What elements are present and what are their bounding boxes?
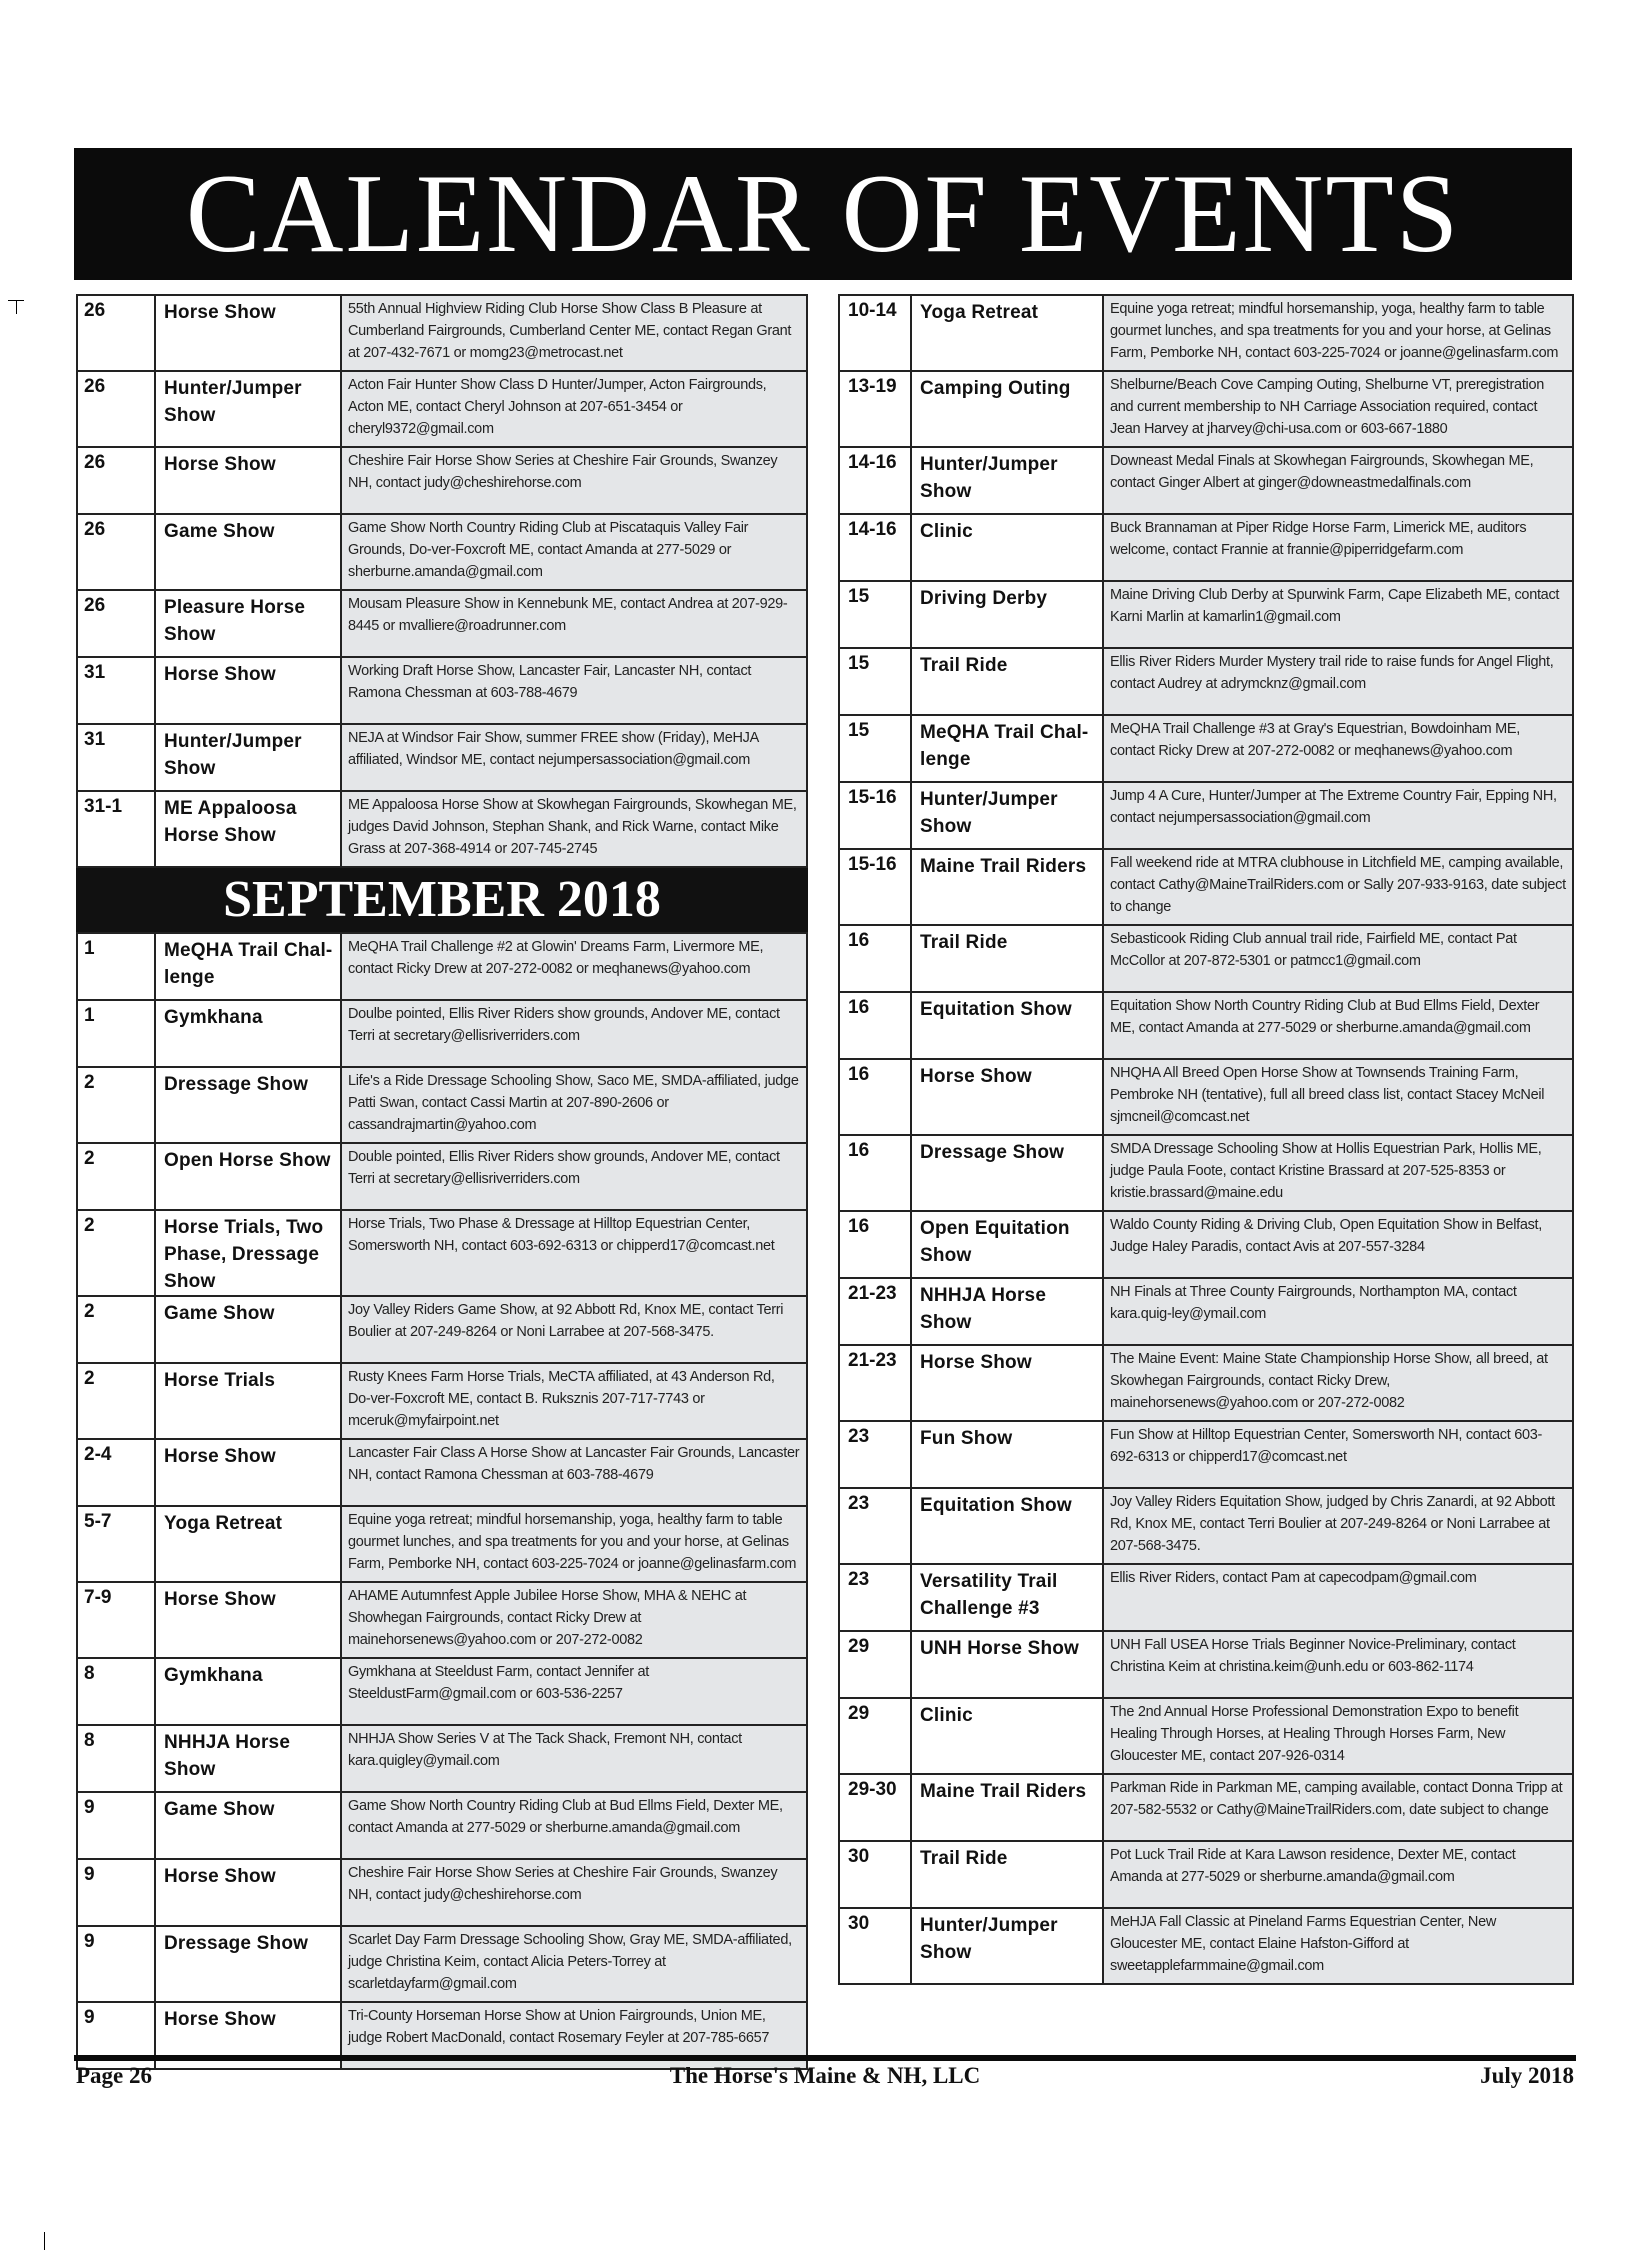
event-date: 29	[839, 1631, 911, 1698]
event-description: Buck Brannaman at Piper Ridge Horse Farm, Limerick ME, auditors welcome, contact Frannie at frannie@piperridgefarm.com	[1103, 514, 1573, 581]
crop-mark	[8, 300, 24, 314]
event-date: 30	[839, 1841, 911, 1908]
event-date: 23	[839, 1488, 911, 1564]
event-row	[77, 1143, 807, 1210]
event-date: 2	[77, 1067, 155, 1143]
event-description: Equine yoga retreat; mindful horsemanship, yoga, healthy farm to table gourmet lunches, and spa treatments for you and your horse, at Gelinas Farm, Pemborke NH, contact 603-225-7024 or joanne@gelinasfarm.com	[341, 1506, 807, 1582]
event-date: 7-9	[77, 1582, 155, 1658]
event-description: Cheshire Fair Horse Show Series at Cheshire Fair Grounds, Swanzey NH, contact judy@cheshirehorse.com	[341, 1859, 807, 1926]
event-date: 16	[839, 1211, 911, 1278]
event-row	[839, 295, 1573, 371]
crop-mark	[44, 2232, 45, 2250]
event-type: Clinic	[911, 514, 1103, 581]
event-type: Hunter/Jumper Show	[911, 1908, 1103, 1984]
event-date: 29-30	[839, 1774, 911, 1841]
event-date: 2	[77, 1210, 155, 1296]
event-description: NHHJA Show Series V at The Tack Shack, Fremont NH, contact kara.quigley@ymail.com	[341, 1725, 807, 1792]
event-date: 15	[839, 581, 911, 648]
event-row	[77, 657, 807, 724]
event-type: ME Appaloosa Horse Show	[155, 791, 341, 867]
event-row	[839, 925, 1573, 992]
event-description: Sebasticook Riding Club annual trail ride, Fairfield ME, contact Pat McCollor at 207-872-5301 or patmcc1@gmail.com	[1103, 925, 1573, 992]
event-row	[839, 1698, 1573, 1774]
event-row	[839, 1908, 1573, 1984]
event-date: 31	[77, 724, 155, 791]
event-description: NHQHA All Breed Open Horse Show at Townsends Training Farm, Pembroke NH (tentative), full all breed class list, contact Stacey McNeil sjmcneil@comcast.net	[1103, 1059, 1573, 1135]
event-row	[839, 992, 1573, 1059]
event-date: 26	[77, 295, 155, 371]
event-date: 14-16	[839, 447, 911, 514]
event-description: NH Finals at Three County Fairgrounds, Northampton MA, contact kara.quig-ley@ymail.com	[1103, 1278, 1573, 1345]
event-type: Gymkhana	[155, 1000, 341, 1067]
event-description: The Maine Event: Maine State Championship Horse Show, all breed, at Skowhegan Fairgrounds, contact Ricky Drew, mainehorsenews@yahoo.com or 207-272-0082	[1103, 1345, 1573, 1421]
event-row	[77, 295, 807, 371]
event-description: Mousam Pleasure Show in Kennebunk ME, contact Andrea at 207-929-8445 or mvalliere@roadrunner.com	[341, 590, 807, 657]
event-type: UNH Horse Show	[911, 1631, 1103, 1698]
left-column	[76, 294, 808, 2070]
event-description: Shelburne/Beach Cove Camping Outing, Shelburne VT, preregistration and current membership to NH Carriage Association required, contact Jean Harvey at jharvey@chi-usa.com or 603-667-1880	[1103, 371, 1573, 447]
event-date: 5-7	[77, 1506, 155, 1582]
event-date: 31-1	[77, 791, 155, 867]
event-description: Working Draft Horse Show, Lancaster Fair, Lancaster NH, contact Ramona Chessman at 603-788-4679	[341, 657, 807, 724]
event-date: 26	[77, 371, 155, 447]
event-description: ME Appaloosa Horse Show at Skowhegan Fairgrounds, Skowhegan ME, judges David Johnson, Stephan Shank, and Rick Warne, contact Mike Grass at 207-368-4914 or 207-745-2745	[341, 791, 807, 867]
event-row	[77, 791, 807, 867]
event-date: 1	[77, 933, 155, 1000]
event-date: 9	[77, 1859, 155, 1926]
event-row	[839, 648, 1573, 715]
event-row	[839, 1564, 1573, 1631]
event-description: Game Show North Country Riding Club at Bud Ellms Field, Dexter ME, contact Amanda at 277-5029 or sherburne.amanda@gmail.com	[341, 1792, 807, 1859]
event-row	[839, 715, 1573, 782]
event-type: Horse Show	[155, 295, 341, 371]
event-date: 2-4	[77, 1439, 155, 1506]
event-description: Tri-County Horseman Horse Show at Union Fairgrounds, Union ME, judge Robert MacDonald, contact Rosemary Feyler at 207-785-6657	[341, 2002, 807, 2069]
event-row	[77, 1210, 807, 1296]
page-title: CALENDAR OF EVENTS	[74, 148, 1572, 280]
event-type: Horse Show	[155, 1439, 341, 1506]
event-date: 1	[77, 1000, 155, 1067]
event-type: Horse Show	[155, 657, 341, 724]
event-type: Dressage Show	[911, 1135, 1103, 1211]
event-row	[839, 514, 1573, 581]
publication-name: The Horse's Maine & NH, LLC	[669, 2063, 981, 2088]
event-row	[77, 1000, 807, 1067]
event-date: 16	[839, 1059, 911, 1135]
event-description: Ellis River Riders, contact Pam at capecodpam@gmail.com	[1103, 1564, 1573, 1631]
event-row	[839, 1421, 1573, 1488]
event-description: MeQHA Trail Challenge #2 at Glowin' Dreams Farm, Livermore ME, contact Ricky Drew at 207-272-0082 or meqhanews@yahoo.com	[341, 933, 807, 1000]
event-type: Yoga Retreat	[155, 1506, 341, 1582]
event-type: Open Equitation Show	[911, 1211, 1103, 1278]
event-date: 31	[77, 657, 155, 724]
event-date: 15-16	[839, 849, 911, 925]
event-description: MeHJA Fall Classic at Pineland Farms Equestrian Center, New Gloucester ME, contact Elaine Hafston-Gifford at sweetapplefarmmaine@gmail.com	[1103, 1908, 1573, 1984]
event-description: Doulbe pointed, Ellis River Riders show grounds, Andover ME, contact Terri at secretary@ellisriverriders.com	[341, 1000, 807, 1067]
event-description: Rusty Knees Farm Horse Trials, MeCTA affiliated, at 43 Anderson Rd, Do-ver-Foxcroft ME, contact B. Ruksznis 207-717-7743 or mceruk@myfairpoint.net	[341, 1363, 807, 1439]
event-date: 26	[77, 514, 155, 590]
event-row	[77, 933, 807, 1000]
event-description: Horse Trials, Two Phase & Dressage at Hilltop Equestrian Center, Somersworth NH, contact 603-692-6313 or chipperd17@comcast.net	[341, 1210, 807, 1296]
event-type: Maine Trail Riders	[911, 849, 1103, 925]
event-description: Joy Valley Riders Equitation Show, judged by Chris Zanardi, at 92 Abbott Rd, Knox ME, contact Terri Boulier at 207-249-8264 or Noni Larrabee at 207-568-3475.	[1103, 1488, 1573, 1564]
event-type: Game Show	[155, 1792, 341, 1859]
event-description: Scarlet Day Farm Dressage Schooling Show, Gray ME, SMDA-affiliated, judge Christina Keim, contact Alicia Peters-Torrey at scarletdayfarm@gmail.com	[341, 1926, 807, 2002]
event-type: Hunter/Jumper Show	[911, 782, 1103, 849]
event-description: Lancaster Fair Class A Horse Show at Lancaster Fair Grounds, Lancaster NH, contact Ramona Chessman at 603-788-4679	[341, 1439, 807, 1506]
event-row	[77, 1859, 807, 1926]
event-type: Game Show	[155, 1296, 341, 1363]
event-type: Clinic	[911, 1698, 1103, 1774]
event-type: Horse Trials	[155, 1363, 341, 1439]
event-row	[839, 1278, 1573, 1345]
event-description: Equine yoga retreat; mindful horsemanship, yoga, healthy farm to table gourmet lunches, and spa treatments for you and your horse, at Gelinas Farm, Pemborke NH, contact 603-225-7024 or joanne@gelinasfarm.com	[1103, 295, 1573, 371]
event-date: 8	[77, 1725, 155, 1792]
event-row	[839, 1059, 1573, 1135]
event-row	[839, 1631, 1573, 1698]
event-type: Open Horse Show	[155, 1143, 341, 1210]
events-table-august	[76, 294, 808, 868]
event-description: Equitation Show North Country Riding Club at Bud Ellms Field, Dexter ME, contact Amanda at 277-5029 or sherburne.amanda@gmail.com	[1103, 992, 1573, 1059]
event-row	[839, 782, 1573, 849]
event-row	[77, 1067, 807, 1143]
event-description: Joy Valley Riders Game Show, at 92 Abbott Rd, Knox ME, contact Terri Boulier at 207-249-8264 or Noni Larrabee at 207-568-3475.	[341, 1296, 807, 1363]
issue-date: July 2018	[1480, 2063, 1574, 2088]
event-row	[77, 514, 807, 590]
event-type: Versatility Trail Challenge #3	[911, 1564, 1103, 1631]
event-date: 2	[77, 1143, 155, 1210]
events-table-september	[76, 932, 808, 2070]
event-date: 23	[839, 1564, 911, 1631]
event-description: Ellis River Riders Murder Mystery trail ride to raise funds for Angel Flight, contact Audrey at adrymcknz@gmail.com	[1103, 648, 1573, 715]
event-date: 13-19	[839, 371, 911, 447]
month-header: SEPTEMBER 2018	[76, 868, 808, 932]
event-type: Horse Show	[155, 447, 341, 514]
event-description: NEJA at Windsor Fair Show, summer FREE show (Friday), MeHJA affiliated, Windsor ME, contact nejumpersassociation@gmail.com	[341, 724, 807, 791]
event-row	[77, 1926, 807, 2002]
event-description: Fun Show at Hilltop Equestrian Center, Somersworth NH, contact 603-692-6313 or chipperd17@comcast.net	[1103, 1421, 1573, 1488]
event-type: Dressage Show	[155, 1926, 341, 2002]
event-row	[77, 1363, 807, 1439]
event-description: Fall weekend ride at MTRA clubhouse in Litchfield ME, camping available, contact Cathy@MaineTrailRiders.com or Sally 207-933-9163, date subject to change	[1103, 849, 1573, 925]
event-description: Life's a Ride Dressage Schooling Show, Saco ME, SMDA-affiliated, judge Patti Swan, contact Cassi Martin at 207-890-2606 or cassandrajmartin@yahoo.com	[341, 1067, 807, 1143]
event-description: Pot Luck Trail Ride at Kara Lawson residence, Dexter ME, contact Amanda at 277-5029 or sherburne.amanda@gmail.com	[1103, 1841, 1573, 1908]
event-row	[77, 1296, 807, 1363]
event-date: 26	[77, 447, 155, 514]
event-date: 9	[77, 2002, 155, 2069]
event-type: Maine Trail Riders	[911, 1774, 1103, 1841]
event-type: Hunter/Jumper Show	[911, 447, 1103, 514]
event-type: Trail Ride	[911, 925, 1103, 992]
event-row	[77, 371, 807, 447]
event-description: Double pointed, Ellis River Riders show grounds, Andover ME, contact Terri at secretary@ellisriverriders.com	[341, 1143, 807, 1210]
event-type: Horse Trials, Two Phase, Dressage Show	[155, 1210, 341, 1296]
event-description: SMDA Dressage Schooling Show at Hollis Equestrian Park, Hollis ME, judge Paula Foote, contact Kristine Brassard at 207-525-8353 or kristie.brassard@maine.edu	[1103, 1135, 1573, 1211]
event-description: Gymkhana at Steeldust Farm, contact Jennifer at SteeldustFarm@gmail.com or 603-536-2257	[341, 1658, 807, 1725]
event-type: Yoga Retreat	[911, 295, 1103, 371]
event-type: Camping Outing	[911, 371, 1103, 447]
event-type: Game Show	[155, 514, 341, 590]
event-type: Equitation Show	[911, 992, 1103, 1059]
event-date: 8	[77, 1658, 155, 1725]
event-description: Maine Driving Club Derby at Spurwink Farm, Cape Elizabeth ME, contact Karni Marlin at kamarlin1@gmail.com	[1103, 581, 1573, 648]
event-date: 9	[77, 1792, 155, 1859]
event-type: NHHJA Horse Show	[911, 1278, 1103, 1345]
event-row	[77, 590, 807, 657]
event-type: Hunter/Jumper Show	[155, 371, 341, 447]
event-row	[839, 447, 1573, 514]
event-date: 15-16	[839, 782, 911, 849]
event-row	[77, 1658, 807, 1725]
event-type: Fun Show	[911, 1421, 1103, 1488]
event-type: Dressage Show	[155, 1067, 341, 1143]
event-row	[839, 1211, 1573, 1278]
event-row	[839, 1345, 1573, 1421]
event-row	[77, 724, 807, 791]
event-date: 16	[839, 1135, 911, 1211]
event-type: MeQHA Trail Chal-lenge	[911, 715, 1103, 782]
event-type: Trail Ride	[911, 648, 1103, 715]
right-column	[838, 294, 1574, 1985]
event-row	[839, 371, 1573, 447]
event-row	[77, 1792, 807, 1859]
event-description: MeQHA Trail Challenge #3 at Gray's Equestrian, Bowdoinham ME, contact Ricky Drew at 207-272-0082 or meqhanews@yahoo.com	[1103, 715, 1573, 782]
event-row	[839, 1488, 1573, 1564]
event-description: AHAME Autumnfest Apple Jubilee Horse Show, MHA & NEHC at Showhegan Fairgrounds, contact Ricky Drew at mainehorsenews@yahoo.com or 207-272-0082	[341, 1582, 807, 1658]
event-description: Game Show North Country Riding Club at Piscataquis Valley Fair Grounds, Do-ver-Foxcroft ME, contact Amanda at 277-5029 or sherburne.amanda@gmail.com	[341, 514, 807, 590]
event-date: 9	[77, 1926, 155, 2002]
event-date: 15	[839, 648, 911, 715]
event-description: Downeast Medal Finals at Skowhegan Fairgrounds, Skowhegan ME, contact Ginger Albert at ginger@downeastmedalfinals.com	[1103, 447, 1573, 514]
event-description: Jump 4 A Cure, Hunter/Jumper at The Extreme Country Fair, Epping NH, contact nejumpersassociation@gmail.com	[1103, 782, 1573, 849]
event-type: MeQHA Trail Chal-lenge	[155, 933, 341, 1000]
event-date: 14-16	[839, 514, 911, 581]
event-description: The 2nd Annual Horse Professional Demonstration Expo to benefit Healing Through Horses, at Healing Through Horses Farm, New Gloucester ME, contact 207-926-0314	[1103, 1698, 1573, 1774]
event-row	[77, 1725, 807, 1792]
event-type: NHHJA Horse Show	[155, 1725, 341, 1792]
event-date: 15	[839, 715, 911, 782]
event-type: Gymkhana	[155, 1658, 341, 1725]
event-type: Equitation Show	[911, 1488, 1103, 1564]
event-row	[839, 1135, 1573, 1211]
event-row	[839, 849, 1573, 925]
event-row	[77, 1506, 807, 1582]
event-description: Acton Fair Hunter Show Class D Hunter/Jumper, Acton Fairgrounds, Acton ME, contact Cheryl Johnson at 207-651-3454 or cheryl9372@gmail.com	[341, 371, 807, 447]
event-date: 21-23	[839, 1278, 911, 1345]
event-type: Horse Show	[155, 1582, 341, 1658]
event-row	[77, 447, 807, 514]
event-type: Pleasure Horse Show	[155, 590, 341, 657]
event-date: 29	[839, 1698, 911, 1774]
page-number: Page 26	[76, 2063, 153, 2088]
event-row	[77, 1439, 807, 1506]
event-description: 55th Annual Highview Riding Club Horse Show Class B Pleasure at Cumberland Fairgrounds, Cumberland Center ME, contact Regan Grant at 207-432-7671 or momg23@metrocast.net	[341, 295, 807, 371]
event-type: Horse Show	[911, 1345, 1103, 1421]
events-table-september-continued	[838, 294, 1574, 1985]
event-description: UNH Fall USEA Horse Trials Beginner Novice-Preliminary, contact Christina Keim at christina.keim@unh.edu or 603-862-1174	[1103, 1631, 1573, 1698]
event-row	[839, 1841, 1573, 1908]
event-type: Trail Ride	[911, 1841, 1103, 1908]
event-row	[839, 581, 1573, 648]
event-description: Cheshire Fair Horse Show Series at Cheshire Fair Grounds, Swanzey NH, contact judy@cheshirehorse.com	[341, 447, 807, 514]
event-date: 2	[77, 1296, 155, 1363]
event-date: 16	[839, 925, 911, 992]
event-type: Horse Show	[155, 1859, 341, 1926]
event-row	[77, 1582, 807, 1658]
event-type: Horse Show	[155, 2002, 341, 2069]
event-date: 23	[839, 1421, 911, 1488]
event-type: Horse Show	[911, 1059, 1103, 1135]
event-date: 10-14	[839, 295, 911, 371]
event-description: Parkman Ride in Parkman ME, camping available, contact Donna Tripp at 207-582-5532 or Cathy@MaineTrailRiders.com, date subject to change	[1103, 1774, 1573, 1841]
event-type: Hunter/Jumper Show	[155, 724, 341, 791]
event-date: 30	[839, 1908, 911, 1984]
event-type: Driving Derby	[911, 581, 1103, 648]
event-date: 16	[839, 992, 911, 1059]
event-description: Waldo County Riding & Driving Club, Open Equitation Show in Belfast, Judge Haley Paradis, contact Avis at 207-557-3284	[1103, 1211, 1573, 1278]
footer-rule	[74, 2055, 1576, 2061]
event-date: 2	[77, 1363, 155, 1439]
event-date: 26	[77, 590, 155, 657]
event-row	[839, 1774, 1573, 1841]
event-date: 21-23	[839, 1345, 911, 1421]
